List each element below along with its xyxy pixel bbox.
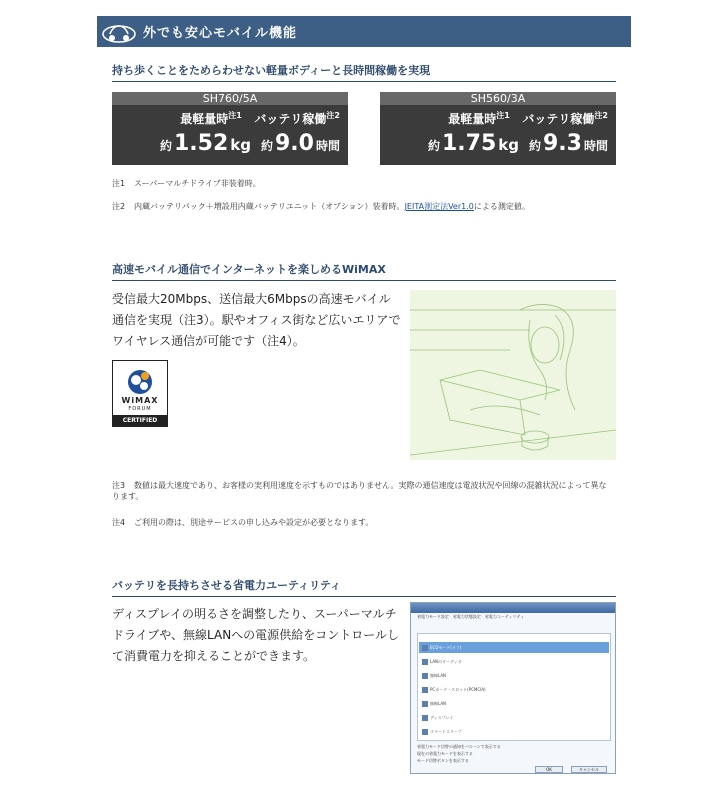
spec-model: SH760/5A xyxy=(112,92,348,105)
device-list xyxy=(417,633,611,741)
window-titlebar xyxy=(411,603,615,613)
window-tabs: 省電力モード設定 省電力状態設定 省電力ユーティリティ xyxy=(417,614,525,619)
option-check: モード切替ボタンを表示する xyxy=(417,758,469,763)
spec-model: SH560/3A xyxy=(380,92,616,105)
footnote-1: 注1 スーパーマルチドライブ非装着時。 xyxy=(112,179,261,188)
list-item: 無線LAN xyxy=(419,670,609,681)
option-check: 現在の省電力モードを表示する xyxy=(417,751,473,756)
list-item: スマートスリープ xyxy=(419,726,609,737)
ok-button: OK xyxy=(535,766,563,773)
feature-banner xyxy=(97,16,631,47)
car-icon xyxy=(101,20,137,44)
list-item: ディスプレイ xyxy=(419,712,609,723)
spec-hours: 9.0 xyxy=(275,131,314,156)
spec-labels: 最軽量時$^{注1}$ バッテリ稼働$^{注2}$ xyxy=(180,111,340,126)
section-heading-wimax: 高速モバイル通信でインターネットを楽しめるWiMAX xyxy=(112,261,616,281)
footnote-4: 注4 ご利用の際は、別途サービスの申し込みや設定が必要となります。 xyxy=(112,518,374,527)
power-utility-description: ディスプレイの明るさを調整したり、スーパーマルチドライブや、無線LANへの電源供給をコントロールして消費電力を抑えることができます。 xyxy=(112,607,399,663)
spec-values: 約 1.75 kg 約 9.3 時間 xyxy=(427,131,608,156)
wimax-logo: WiMAX FORUM CERTIFIED xyxy=(112,360,168,427)
power-utility-screenshot xyxy=(410,602,616,774)
spec-values: 約 1.52 kg 約 9.0 時間 xyxy=(159,131,340,156)
spec-weight: 1.75 xyxy=(441,131,497,156)
cancel-button: キャンセル xyxy=(571,766,607,773)
footnote-2: 注2 内蔵バッテリパック＋増設用内蔵バッテリユニット（オプション）装着時。JEITA測定法Ver1.0による測定値。 xyxy=(112,202,530,211)
list-item: LANのオーディオ xyxy=(419,656,609,667)
jeita-link[interactable]: JEITA測定法Ver1.0 xyxy=(404,202,474,211)
spec-labels: 最軽量時$^{注1}$ バッテリ稼働$^{注2}$ xyxy=(448,111,608,126)
spec-card-sh760 xyxy=(112,92,348,165)
section-heading-power-utility: バッテリを長持ちさせる省電力ユーティリティ xyxy=(112,577,616,597)
section-heading-lightweight: 持ち歩くことをためらわせない軽量ボディーと長時間稼働を実現 xyxy=(112,62,616,82)
wimax-mark-icon xyxy=(125,367,155,395)
list-item: PCカード・スロット(PCMCIA) xyxy=(419,684,609,695)
list-item: 無線LAN xyxy=(419,698,609,709)
spec-hours: 9.3 xyxy=(543,131,582,156)
banner-title: 外でも安心モバイル機能 xyxy=(143,26,298,41)
spec-card-sh560 xyxy=(380,92,616,165)
wimax-description: 受信最大20Mbps、送信最大6Mbpsの高速モバイル通信を実現（注3）。駅やオフィス街など広いエリアでワイヤレス通信が可能です（注4）。 xyxy=(112,292,401,348)
footnote-3: 注3 数値は最大速度であり、お客様の実利用速度を示すものではありません。実際の通信速度は電波状況や回線の混雑状況によって異なります。 xyxy=(112,481,607,501)
option-check: 省電力モード切替の通知をバルーンで表示する xyxy=(417,744,501,749)
illustration-drawing xyxy=(410,290,616,460)
spec-weight: 1.52 xyxy=(173,131,229,156)
list-item: ECOモード(オフ) xyxy=(419,642,609,653)
woman-laptop-illustration xyxy=(410,290,616,460)
